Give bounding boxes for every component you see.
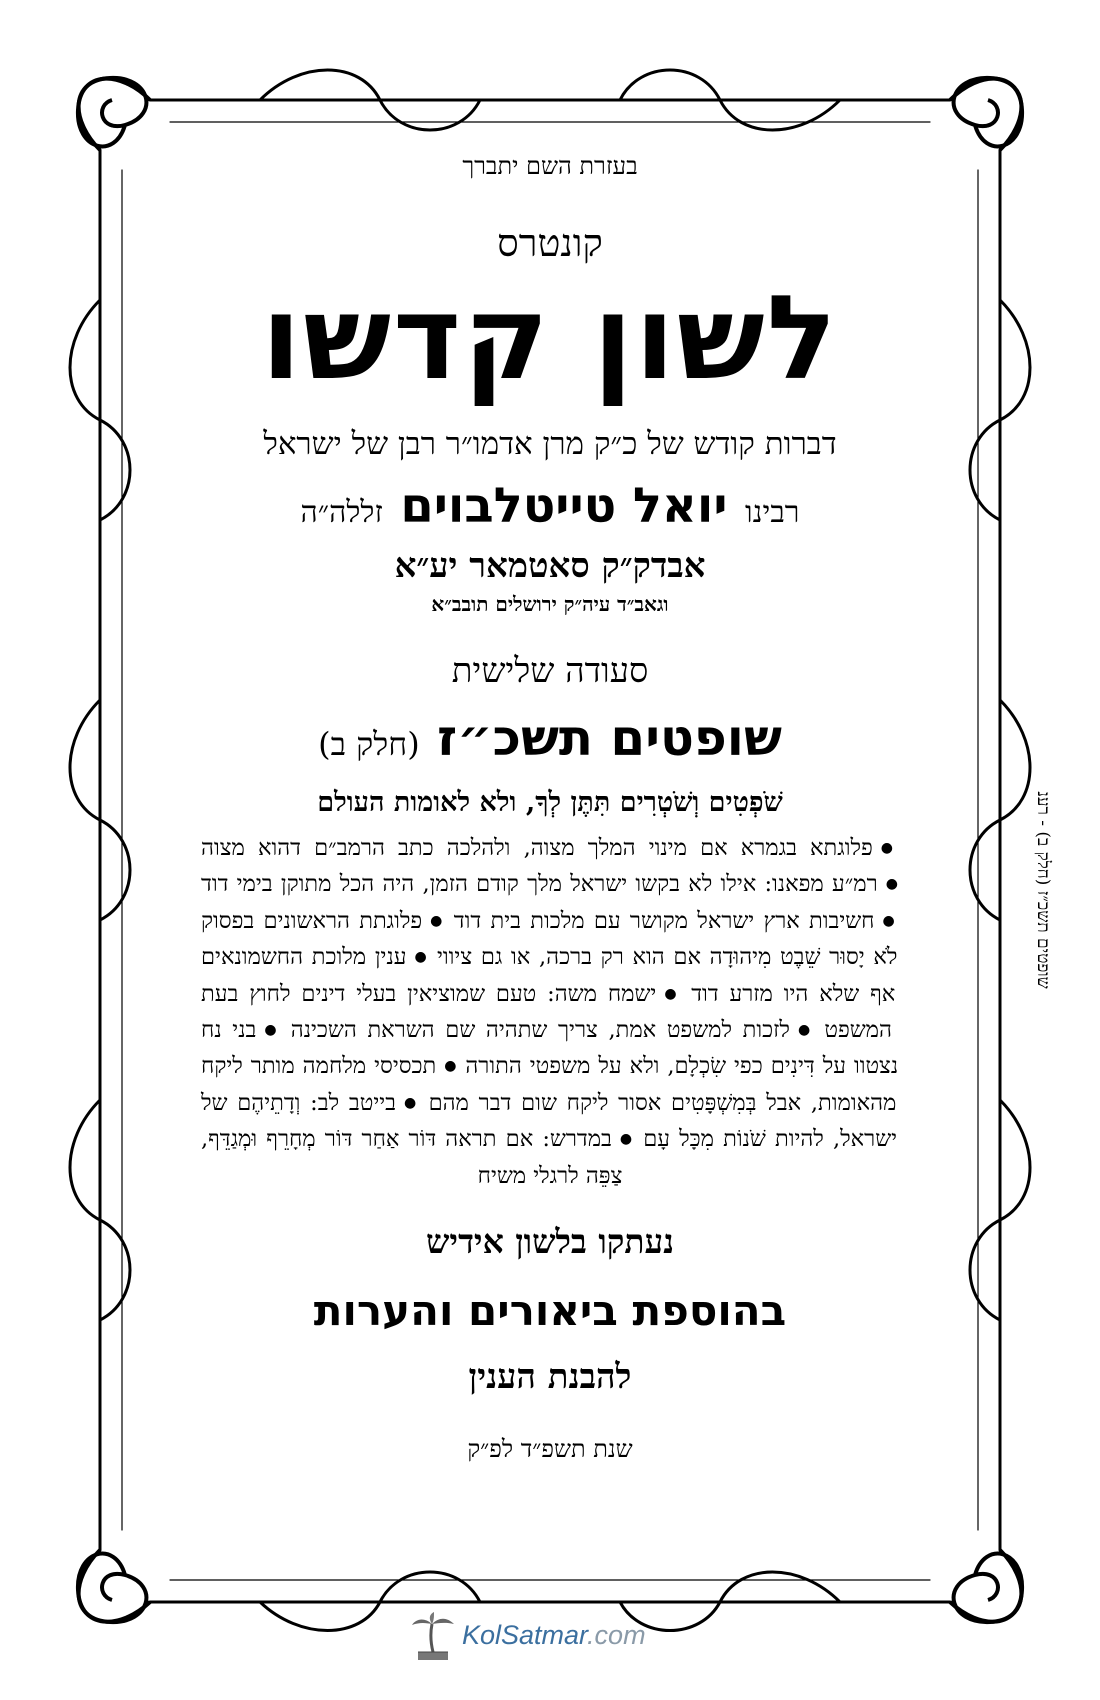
summary-item: ● לזכות למשפט אמת, צריך שתהיה שם השראת השכינה <box>291 1017 814 1043</box>
summary-item: ● בייטב לב: וְדָתֵיהֶם של ישראל, להיות שֹׁנוֹת מִכָּל עָם <box>201 1090 897 1152</box>
additions-note: בהוספת ביאורים והערות <box>313 1286 787 1336</box>
palm-tree-icon <box>410 1612 456 1662</box>
summary-item: ● פלוגתא בגמרא אם מינוי המלך מצוה, ולהלכה כתב הרמב״ם דהוא מצוה <box>201 835 899 861</box>
logo-tld: .com <box>587 1620 646 1650</box>
summary-item: ● רמ״ע מפאנו: אילו לא בקשו ישראל מלך קודם הזמן, היה הכל מתוקן בימי דוד <box>201 871 899 897</box>
page-title: לשון קדשו <box>261 271 839 406</box>
kolsatmar-logo[interactable] <box>410 1612 700 1662</box>
logo-brand: KolSatmar <box>462 1620 588 1650</box>
booklet-label: קונטרס <box>497 221 603 265</box>
translation-note: נעתקו בלשון אידיש <box>426 1222 674 1262</box>
understanding-note: להבנת הענין <box>468 1357 632 1398</box>
meal-label: סעודה שלישית <box>451 650 649 691</box>
summary-item: ● במדרש: אם תראה דּוֹר אַחַר דּוֹר מְחָרֵף וּמְגַדֵּף, צַפֵּה לרגלי משיח <box>201 1126 634 1188</box>
parsha-name: שופטים תשכ״ז <box>437 708 782 767</box>
parsha-heading <box>185 709 915 767</box>
blessing-header: בעזרת השם יתברך <box>462 152 638 180</box>
author-prefix: רבינו <box>745 494 800 530</box>
author-name: יואל טייטלבוים <box>400 477 728 534</box>
author-title-jerusalem: וגאב״ד עיה״ק ירושלים תובב״א <box>431 591 669 616</box>
logo-wordmark[interactable] <box>462 1620 646 1651</box>
author-line <box>185 478 915 534</box>
author-title-satmar: אבדק״ק סאטמאר יע״א <box>394 545 706 586</box>
summary-list <box>201 830 899 1194</box>
publication-year: שנת תשפ״ד לפ״ק <box>467 1435 633 1464</box>
summary-item: ● פלוגתת הראשונים בפסוק לֹא יָסוּר שֵׁבֶט מִיהוּדָה אם הוא רק ברכה, או גם ציווי <box>201 908 897 970</box>
summary-item: ● ענין מלוכת החשמונאים אף שלא היו מזרע דוד <box>201 944 895 1006</box>
summary-item: ● תכסיסי מלחמה מותר ליקח מהאומות, אבל בְּמִשְׁפָּטִים אסור ליקח שום דבר מהם <box>201 1053 896 1115</box>
summary-item: ● חשיבות ארץ ישראל מקושר עם מלכות בית דוד <box>454 908 897 934</box>
verse-heading: שֹׁפְטִים וְשֹׁטְרִים תִּתֶּן לְךָ, ולא לאומות העולם <box>317 786 783 818</box>
summary-item: ● בני נח נצטוו על דִּינִים כפי שִׂכְלָם, ולא על משפטי התורה <box>201 1017 898 1079</box>
subtitle-line: דברות קודש של כ״ק מרן אדמו״ר רבן של ישראל <box>263 425 837 462</box>
parsha-part: (חלק ב) <box>318 724 420 763</box>
title-page-content <box>185 140 915 1530</box>
author-suffix: זללה״ה <box>300 494 383 530</box>
side-caption: שופטים תשכ״ז (חלק ב) - רענ <box>1033 791 1053 989</box>
summary-item: ● ישמח משה: טעם שמוציאין בעלי דינים לחוץ בעת המשפט <box>201 981 892 1043</box>
